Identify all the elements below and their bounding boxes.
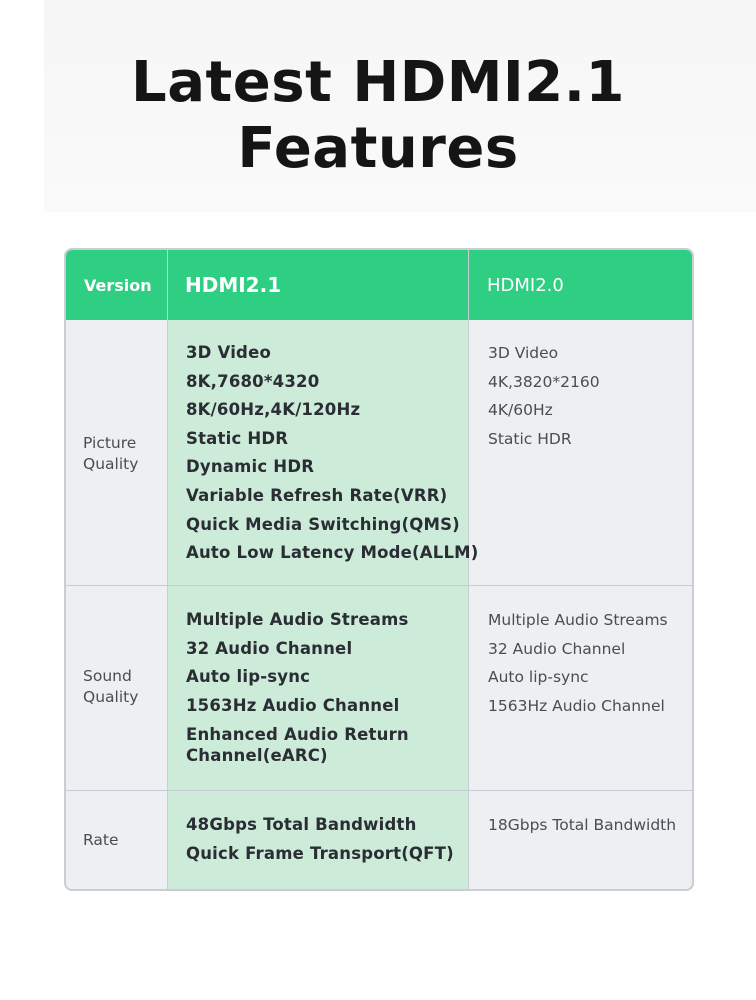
row-label-picture-quality (83, 433, 138, 475)
list-item: 4K,3820*2160 (488, 372, 600, 391)
hdmi20-rate-list (488, 811, 676, 840)
list-item: Quick Media Switching(QMS) (186, 514, 460, 534)
list-item: Variable Refresh Rate(VRR) (186, 485, 448, 505)
list-item: Auto lip-sync (186, 667, 311, 687)
row-label-line: Rate (83, 831, 119, 849)
hdmi21-picture-list (186, 339, 479, 568)
list-item: Dynamic HDR (186, 457, 315, 477)
title-line-1: Latest HDMI2.1 (131, 50, 625, 115)
list-item: 48Gbps Total Bandwidth (186, 815, 417, 834)
hdmi21-sound-list (186, 606, 446, 766)
row-label-line: Quality (83, 688, 139, 706)
column-divider (167, 250, 168, 891)
hdmi20-sound-list (488, 606, 668, 720)
row-label-line: Quality (83, 455, 139, 473)
header-version: Version (84, 275, 152, 295)
list-item: Auto lip-sync (488, 668, 589, 687)
header-hdmi21: HDMI2.1 (185, 273, 282, 297)
list-item: 18Gbps Total Bandwidth (488, 816, 677, 834)
list-item: 32 Audio Channel (186, 638, 353, 658)
title-line-2: Features (237, 116, 519, 181)
list-item: Static HDR (488, 429, 572, 448)
table-header (66, 250, 694, 320)
row-label-line: Picture (83, 434, 137, 452)
header-hdmi20: HDMI2.0 (487, 274, 564, 296)
row-label-line: Sound (83, 667, 132, 685)
comparison-table (64, 248, 694, 891)
list-item: 3D Video (488, 344, 559, 362)
row-divider (66, 790, 694, 791)
list-item: Enhanced Audio Return Channel(eARC) (186, 725, 409, 766)
list-item: Multiple Audio Streams (186, 610, 409, 629)
list-item: Auto Low Latency Mode(ALLM) (186, 543, 479, 563)
hdmi21-rate-list (186, 811, 454, 868)
list-item: 8K,7680*4320 (186, 371, 320, 391)
hdmi20-picture-list (488, 339, 600, 453)
list-item: 3D Video (186, 343, 271, 362)
row-divider (66, 585, 694, 586)
list-item: Quick Frame Transport(QFT) (186, 843, 454, 863)
row-label-sound-quality (83, 666, 138, 708)
list-item: 8K/60Hz,4K/120Hz (186, 400, 361, 420)
list-item: 4K/60Hz (488, 401, 553, 420)
list-item: Multiple Audio Streams (488, 611, 668, 629)
list-item: Static HDR (186, 428, 289, 448)
list-item: 1563Hz Audio Channel (488, 696, 665, 715)
list-item: 32 Audio Channel (488, 639, 626, 658)
page-title (0, 50, 756, 182)
list-item: 1563Hz Audio Channel (186, 695, 400, 715)
row-label-rate (83, 830, 119, 851)
